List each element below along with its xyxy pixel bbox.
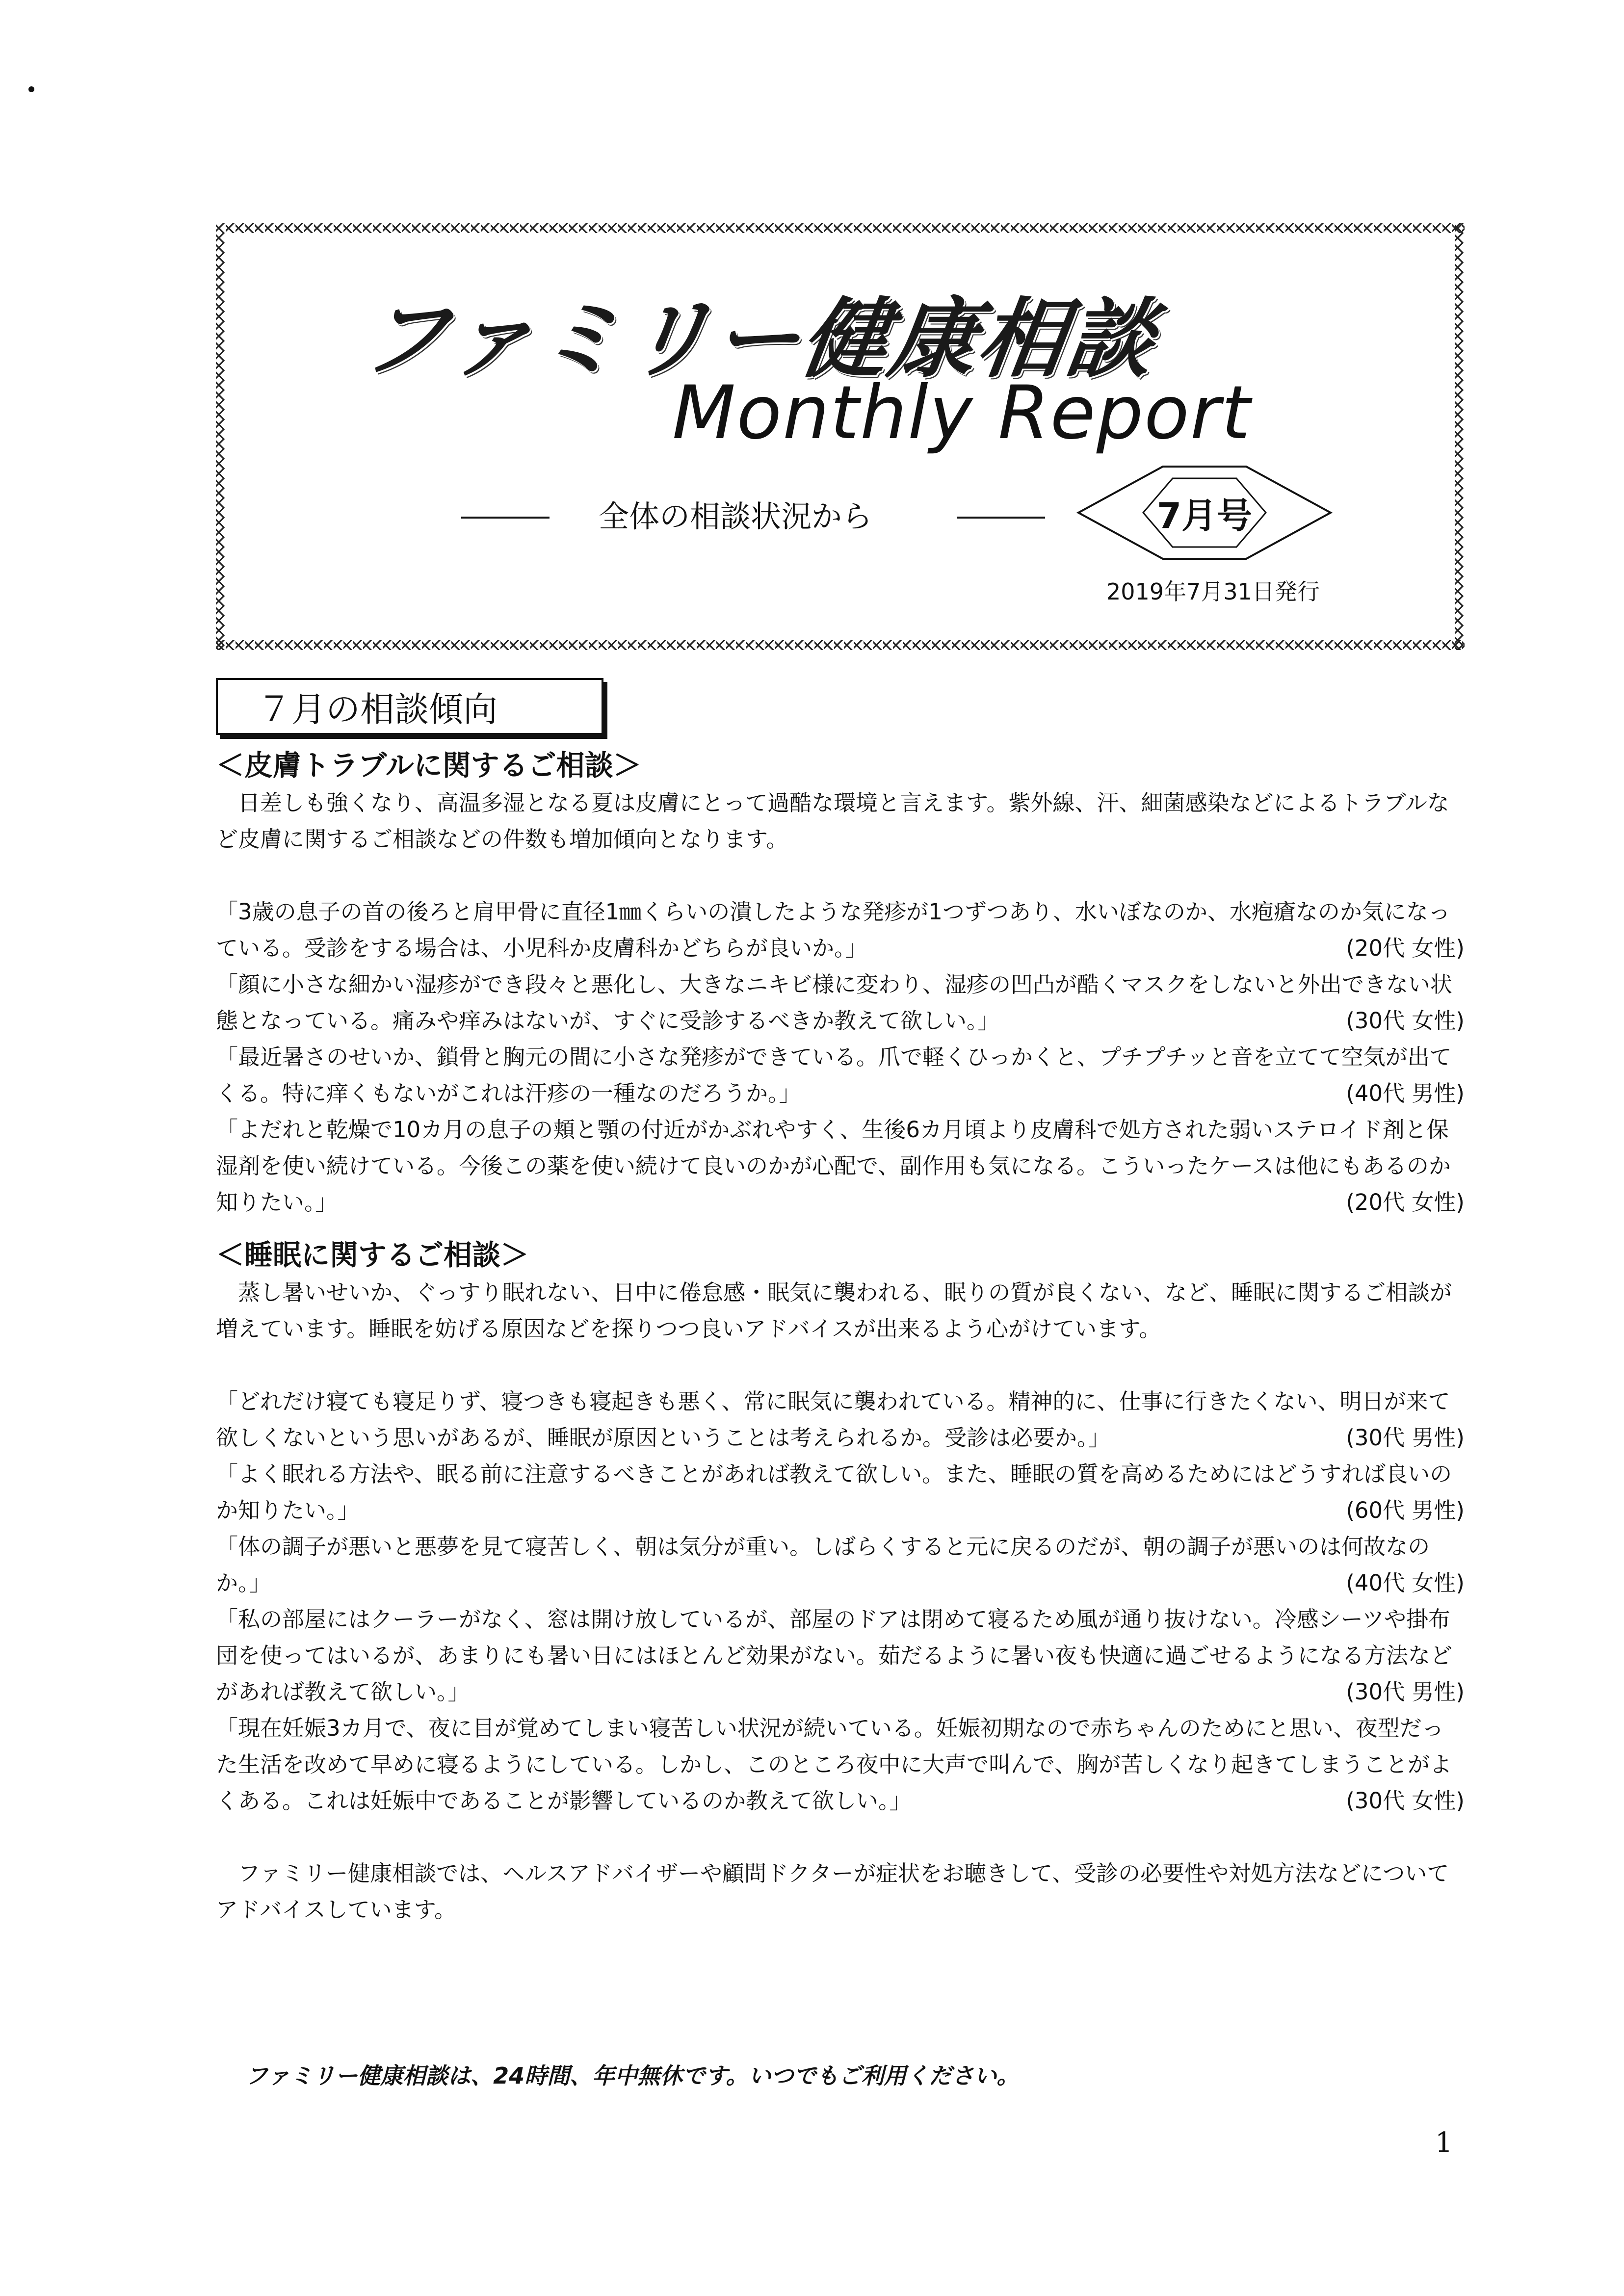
skin-case: 「3歳の息子の首の後ろと肩甲骨に直径1㎜くらいの潰したような発疹が1つずつあり、水いぼなのか、水疱瘡なのか気になっている。受診をする場合は、小児科か皮膚科かどちらが良いか。」 (20代 女性)	[216, 894, 1465, 966]
case-author: (20代 女性)	[1346, 935, 1465, 961]
title-english: Monthly Report	[672, 370, 1252, 456]
main-content	[216, 746, 1465, 1928]
case-author: (40代 女性)	[1346, 1570, 1465, 1596]
skin-case: 「顔に小さな細かい湿疹ができ段々と悪化し、大きなニキビ様に変わり、湿疹の凹凸が酷くマスクをしないと外出できない状態となっている。痛みや痒みはないが、すぐに受診するべきか教えて欲しい。」 (30代 女性)	[216, 966, 1465, 1039]
sleep-case: 「よく眠れる方法や、眠る前に注意するべきことがあれば教えて欲しい。また、睡眠の質を高めるためにはどうすれば良いのか知りたい。」 (60代 男性)	[216, 1456, 1465, 1529]
case-author: (30代 女性)	[1346, 1008, 1465, 1034]
sleep-heading: ＜睡眠に関するご相談＞	[216, 1238, 529, 1272]
sleep-case: 「どれだけ寝ても寝足りず、寝つきも寝起きも悪く、常に眠気に襲われている。精神的に、仕事に行きたくない、明日が来て欲しくないという思いがあるが、睡眠が原因ということは考えられるか。受診は必要か。」 (30代 男性)	[216, 1383, 1465, 1456]
skin-heading: ＜皮膚トラブルに関するご相談＞	[216, 749, 642, 782]
skin-case: 「最近暑さのせいか、鎖骨と胸元の間に小さな発疹ができている。爪で軽くひっかくと、プチプチッと音を立てて空気が出てくる。特に痒くもないがこれは汗疹の一種なのだろうか。」 (40代 男性)	[216, 1039, 1465, 1112]
case-author: (30代 男性)	[1346, 1679, 1465, 1705]
zigzag-border-left	[216, 223, 226, 650]
sleep-case: 「体の調子が悪いと悪夢を見て寝苦しく、朝は気分が重い。しばらくすると元に戻るのだが、朝の調子が悪いのは何故なのか。」 (40代 女性)	[216, 1529, 1465, 1601]
publication-date: 2019年7月31日発行	[1106, 578, 1320, 605]
zigzag-border-top	[216, 223, 1465, 233]
zigzag-border-right	[1455, 223, 1465, 650]
report-header	[216, 223, 1465, 650]
case-author: (40代 男性)	[1346, 1080, 1465, 1106]
case-author: (30代 女性)	[1346, 1788, 1465, 1814]
subtitle: 全体の相談状況から	[599, 498, 873, 534]
section-title-box	[216, 678, 603, 735]
case-author: (20代 女性)	[1346, 1189, 1465, 1215]
case-author: (60代 男性)	[1346, 1497, 1465, 1523]
skin-case: 「よだれと乾燥で10カ月の息子の頬と顎の付近がかぶれやすく、生後6カ月頃より皮膚科で処方された弱いステロイド剤と保湿剤を使い続けている。今後この薬を使い続けて良いのかが心配で、副作用も気になる。こういったケースは他にもあるのか知りたい。」 (20代 女性)	[216, 1112, 1465, 1221]
issue-label: 7月号	[1156, 495, 1253, 536]
sleep-case: 「現在妊娠3カ月で、夜に目が覚めてしまい寝苦しい状況が続いている。妊娠初期なので赤ちゃんのためにと思い、夜型だった生活を改めて早めに寝るようにしている。しかし、このところ夜中に大声で叫んで、胸が苦しくなり起きてしまうことがよくある。これは妊娠中であることが影響しているのか教えて欲しい。」 (30代 女性)	[216, 1710, 1465, 1819]
sleep-intro: 蒸し暑いせいか、ぐっすり眠れない、日中に倦怠感・眠気に襲われる、眠りの質が良くない、など、睡眠に関するご相談が増えています。睡眠を妨げる原因などを探りつつ良いアドバイスが出来るよう心がけています。	[216, 1279, 1452, 1342]
case-author: (30代 男性)	[1346, 1425, 1465, 1451]
scan-speck	[28, 86, 34, 92]
zigzag-border-bottom	[216, 640, 1465, 650]
subtitle-dash-right	[957, 517, 1045, 519]
subtitle-dash-left	[461, 517, 550, 519]
page-number: 1	[1435, 2127, 1453, 2159]
issue-badge	[1074, 464, 1335, 562]
title-japanese: ファミリー健康相談	[355, 289, 1162, 390]
skin-intro: 日差しも強くなり、高温多湿となる夏は皮膚にとって過酷な環境と言えます。紫外線、汗、細菌感染などによるトラブルなど皮膚に関するご相談などの件数も増加傾向となります。	[216, 790, 1449, 852]
sleep-case: 「私の部屋にはクーラーがなく、窓は開け放しているが、部屋のドアは閉めて寝るため風が通り抜けない。冷感シーツや掛布団を使ってはいるが、あまりにも暑い日にはほとんど効果がない。茹だるように暑い夜も快適に過ごせるようになる方法などがあれば教えて欲しい。」 (30代 男性)	[216, 1601, 1465, 1710]
section-title: ７月の相談傾向	[257, 689, 498, 730]
footer-note: ファミリー健康相談は、24時間、年中無休です。いつでもご利用ください。	[245, 2062, 1020, 2089]
closing-paragraph: ファミリー健康相談では、ヘルスアドバイザーや顧問ドクターが症状をお聴きして、受診の必要性や対処方法などについてアドバイスしています。	[216, 1860, 1449, 1923]
